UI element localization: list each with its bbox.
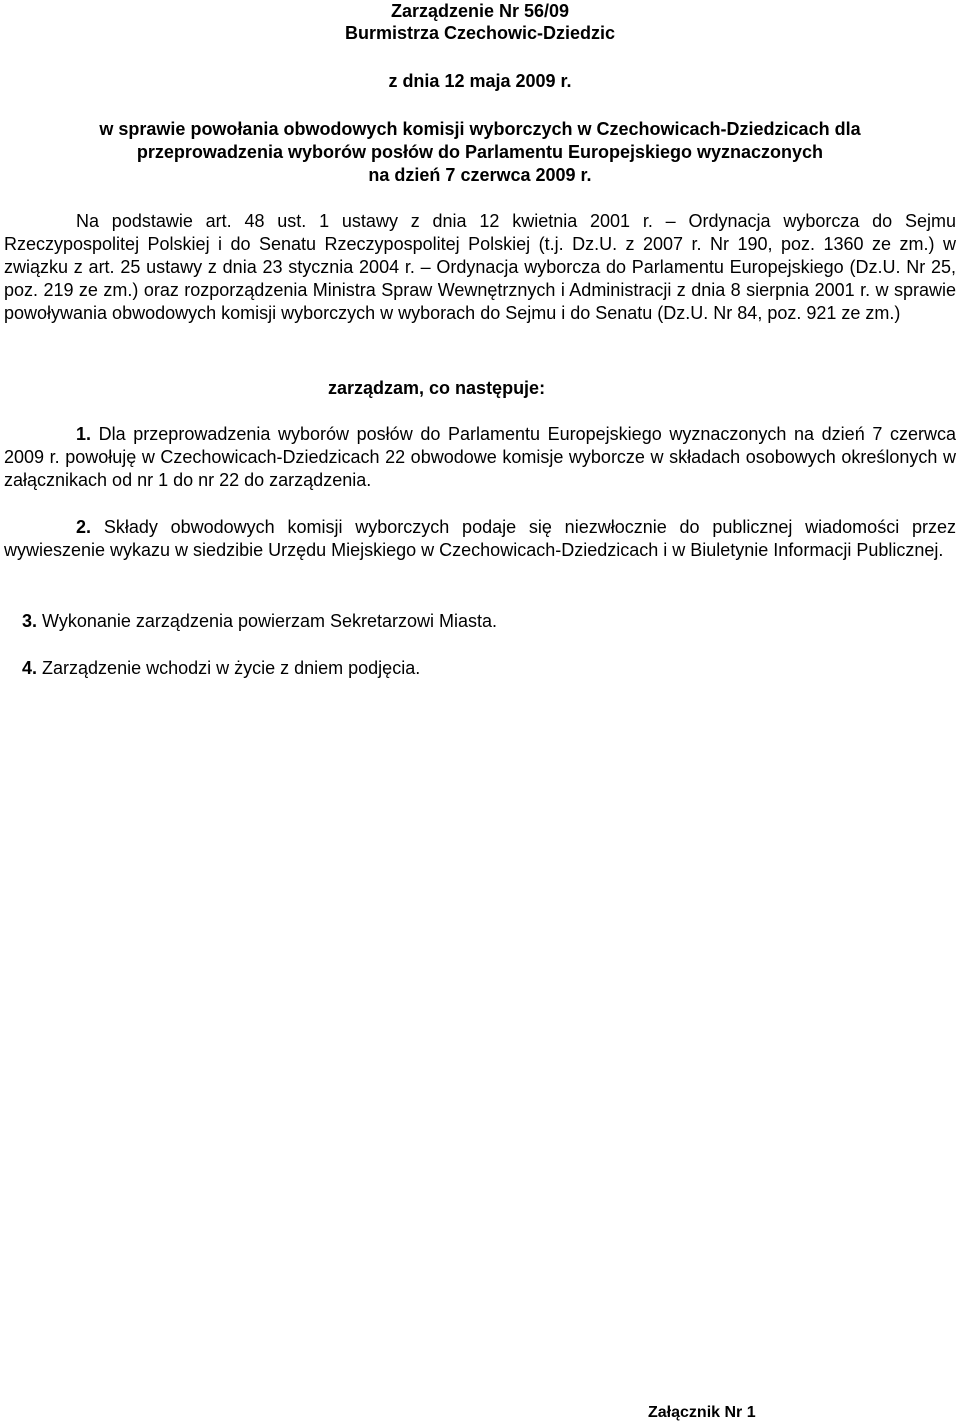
- decree-heading: zarządzam, co następuje:: [328, 378, 546, 398]
- section-1: [4, 423, 956, 492]
- section-1-text: Dla przeprowadzenia wyborów posłów do Parlamentu Europejskiego wyznaczonych na dzień 7 czerwca 2009 r. powołuję w Czechowicach-Dziedzicach 22 obwodowe komisje wyborcze w składach osobowych określonych w załącznikach od nr 1 do nr 22 do zarządzenia.: [4, 424, 956, 490]
- section-4-text: Zarządzenie wchodzi w życie z dniem podjęcia.: [42, 658, 421, 678]
- section-2: [4, 516, 956, 562]
- section-3-text: Wykonanie zarządzenia powierzam Sekretarzowi Miasta.: [42, 611, 498, 631]
- section-2-text: Składy obwodowych komisji wyborczych podaje się niezwłocznie do publicznej wiadomości przez wywieszenie wykazu w siedzibie Urzędu Miejskiego w Czechowicach-Dziedzicach i w Biuletynie Informacji Publicznej.: [4, 517, 956, 560]
- subject-line-1: w sprawie powołania obwodowych komisji wyborczych w Czechowicach-Dziedzicach dla: [99, 119, 861, 139]
- document-title: Zarządzenie Nr 56/09: [390, 1, 570, 21]
- section-4: [22, 657, 952, 680]
- subject-line-3: na dzień 7 czerwca 2009 r.: [368, 165, 592, 185]
- section-3-number: 3.: [22, 611, 38, 631]
- attachment-label: Załącznik Nr 1: [648, 1404, 756, 1421]
- section-1-number: 1.: [76, 424, 92, 444]
- section-2-number: 2.: [76, 517, 92, 537]
- document-date: z dnia 12 maja 2009 r.: [388, 71, 572, 91]
- section-3: [22, 610, 952, 633]
- preamble-paragraph: Na podstawie art. 48 ust. 1 ustawy z dnia 12 kwietnia 2001 r. – Ordynacja wyborcza do Sejmu Rzeczypospolitej Polskiej i do Senatu Rzeczypospolitej Polskiej (t.j. Dz.U. z 2007 r. Nr 190, poz. 1360 ze zm.) w związku z art. 25 ustawy z dnia 23 stycznia 2004 r. – Ordynacja wyborcza do Parlamentu Europejskiego (Dz.U. Nr 25, poz. 219 ze zm.) oraz rozporządzenia Ministra Spraw Wewnętrznych i Administracji z dnia 8 sierpnia 2001 r. w sprawie powoływania obwodowych komisji wyborczych w wyborach do Sejmu i do Senatu (Dz.U. Nr 84, poz. 921 ze zm.): [4, 211, 956, 323]
- document-issuer: Burmistrza Czechowic-Dziedzic: [344, 23, 616, 43]
- subject-line-2: przeprowadzenia wyborów posłów do Parlamentu Europejskiego wyznaczonych: [136, 142, 824, 162]
- section-4-number: 4.: [22, 658, 38, 678]
